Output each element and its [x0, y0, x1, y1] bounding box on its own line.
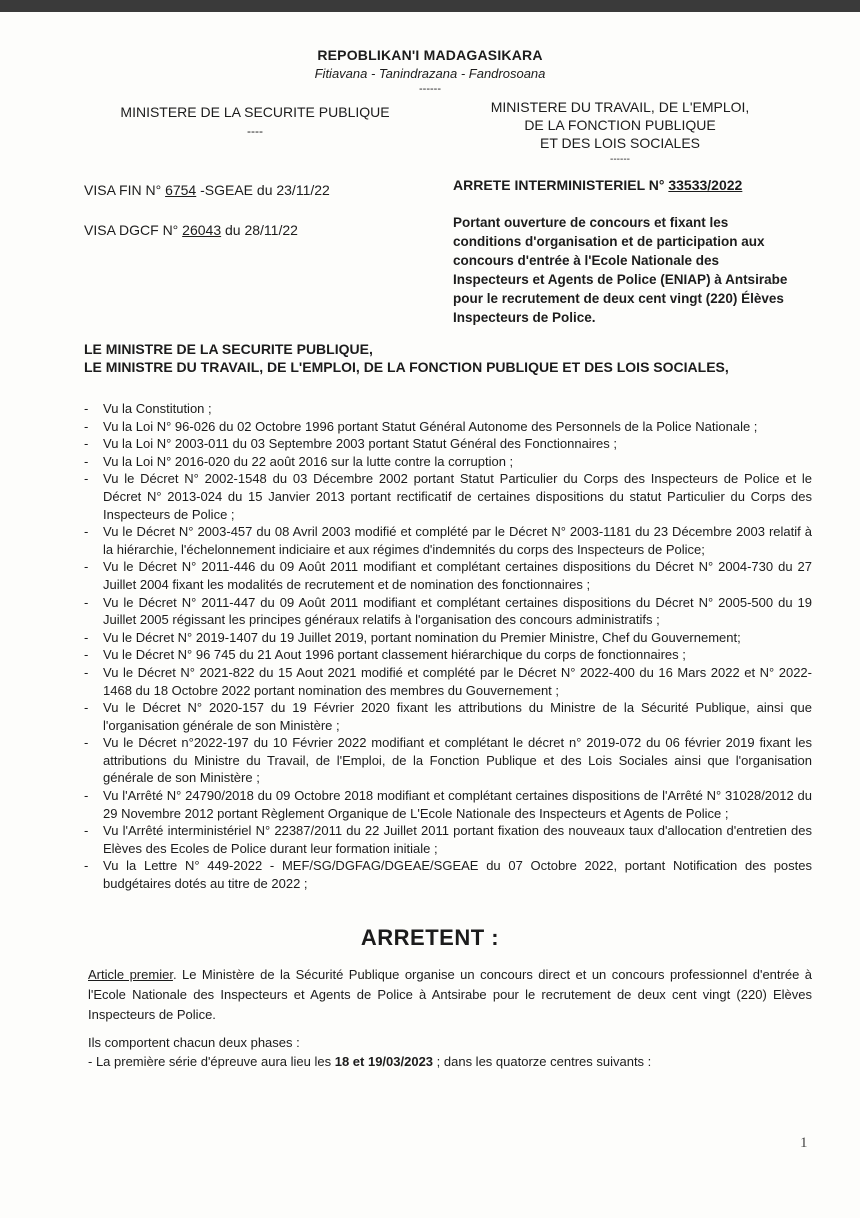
- ministry-right-line: DE LA FONCTION PUBLIQUE: [524, 117, 716, 133]
- ministers-heading: [84, 340, 804, 376]
- article-premier: [88, 965, 812, 1025]
- republic-title: REPOBLIKAN'I MADAGASIKARA: [317, 47, 543, 63]
- arrete-number: ARRETE INTERMINISTERIEL N° 33533/2022: [453, 177, 743, 193]
- first-serie: - La première série d'épreuve aura lieu les 18 et 19/03/2023 ; dans les quatorze centres suivants :: [88, 1054, 652, 1069]
- visa-fin-number: 6754: [165, 182, 197, 198]
- visa-dgcf-number: 26043: [182, 222, 222, 238]
- ministry-right-line: MINISTERE DU TRAVAIL, DE L'EMPLOI,: [490, 99, 750, 115]
- ministry-right-separator: ------: [610, 154, 630, 165]
- ministry-right-line: ET DES LOIS SOCIALES: [539, 135, 701, 151]
- vu-item: - Vu le Décret N° 2019-1407 du 19 Juillet 2019, portant nomination du Premier Ministre, Chef du Gouvernement;: [84, 629, 812, 647]
- ministry-right: [460, 98, 780, 152]
- vu-item: - Vu le Décret N° 2021-822 du 15 Aout 2021 modifié et complété par le Décret N° 2022-400 du 16 Mars 2022 et N° 2022-1468 du 18 Octobre 2022 portant nomination des membres du Gouvernement ;: [84, 664, 812, 699]
- separator-dash: ------: [419, 83, 441, 95]
- scan-top-border: [0, 0, 860, 12]
- minister-line: LE MINISTRE DE LA SECURITE PUBLIQUE,: [84, 341, 373, 357]
- article-text: . Le Ministère de la Sécurité Publique organise un concours direct et un concours professionnel d'entrée à l'Ecole Nationale des Inspecteurs et Agents de Police à Antsirabe pour le recrutement de deux cent vingt (220) Elèves Inspecteurs de Police.: [88, 967, 813, 1022]
- vu-item: - Vu la Loi N° 96-026 du 02 Octobre 1996 portant Statut Général Autonome des Personnels de la Police Nationale ;: [84, 418, 812, 436]
- vu-item: - Vu le Décret N° 2011-447 du 09 Août 2011 modifiant et complétant certaines dispositions du Décret N° 2005-500 du 19 Juillet 2005 régissant les principes généraux relatifs à l'organisation des concours administratifs ;: [84, 594, 812, 629]
- vu-item: - Vu la Loi N° 2016-020 du 22 août 2016 sur la lutte contre la corruption ;: [84, 453, 812, 471]
- vu-item: - Vu l'Arrêté N° 24790/2018 du 09 Octobre 2018 modifiant et complétant certaines dispositions de l'Arrêté N° 31028/2012 du 29 Novembre 2012 portant Règlement Organique de L'Ecole Nationale des Inspecteurs et Agents de Police ;: [84, 787, 812, 822]
- vu-list: [84, 400, 812, 893]
- page-number: 1: [800, 1135, 808, 1151]
- arretent-heading: ARRETENT :: [360, 925, 500, 950]
- visa-fin: VISA FIN N° 6754 -SGEAE du 23/11/22: [84, 182, 330, 198]
- vu-item: - Vu le Décret n°2022-197 du 10 Février 2022 modifiant et complétant le décret n° 2019-072 du 06 février 2019 fixant les attributions du Ministre du Travail, de l'Emploi, de la Fonction Publique et des Lois Sociales ainsi que l'organisation générale de son Ministère ;: [84, 734, 812, 787]
- vu-item: - Vu le Décret N° 96 745 du 21 Aout 1996 portant classement hiérarchique du corps de fonctionnaires ;: [84, 646, 812, 664]
- vu-item: - Vu le Décret N° 2002-1548 du 03 Décembre 2002 portant Statut Particulier du Corps des Inspecteurs de Police et le Décret N° 2013-024 du 15 Janvier 2013 portant rectificatif de certaines dispositions du statut Particulier du Corps des Inspecteurs de Police ;: [84, 470, 812, 523]
- arrete-object: Portant ouverture de concours et fixant les conditions d'organisation et de participation aux concours d'entrée à l'Ecole Nationale des Inspecteurs et Agents de Police (ENIAP) à Antsirabe pour le recrutement de deux cent vingt (220) Élèves Inspecteurs de Police.: [453, 215, 788, 325]
- article-label: Article premier: [88, 967, 173, 982]
- ministry-left-separator: ----: [247, 124, 263, 138]
- vu-item: - Vu la Loi N° 2003-011 du 03 Septembre 2003 portant Statut Général des Fonctionnaires ;: [84, 435, 812, 453]
- republic-motto: Fitiavana - Tanindrazana - Fandrosoana: [314, 66, 546, 81]
- ministry-left: MINISTERE DE LA SECURITE PUBLIQUE: [120, 104, 390, 120]
- arrete-number-value: 33533/2022: [668, 177, 743, 193]
- vu-item: - Vu la Lettre N° 449-2022 - MEF/SG/DGFAG/DGEAE/SGEAE du 07 Octobre 2022, portant Notification des postes budgétaires dotés au titre de 2022 ;: [84, 857, 812, 892]
- serie-dates: 18 et 19/03/2023: [334, 1054, 434, 1069]
- vu-item: - Vu le Décret N° 2003-457 du 08 Avril 2003 modifié et complété par le Décret N° 2003-1181 du 23 Décembre 2003 relatif à la hiérarchie, l'échelonnement indiciaire et aux régimes d'indemnités du corps des Inspecteurs de Police;: [84, 523, 812, 558]
- vu-item: - Vu la Constitution ;: [84, 400, 812, 418]
- vu-item: - Vu le Décret N° 2020-157 du 19 Février 2020 fixant les attributions du Ministre de la Sécurité Publique, ainsi que l'organisation générale de son Ministère ;: [84, 699, 812, 734]
- phases-intro: Ils comportent chacun deux phases :: [88, 1035, 300, 1050]
- minister-line: LE MINISTRE DU TRAVAIL, DE L'EMPLOI, DE LA FONCTION PUBLIQUE ET DES LOIS SOCIALES,: [84, 359, 729, 375]
- vu-item: - Vu l'Arrêté interministériel N° 22387/2011 du 22 Juillet 2011 portant fixation des nouveaux taux d'allocation d'entretien des Elèves des Ecoles de Police durant leur formation initiale ;: [84, 822, 812, 857]
- visa-dgcf: VISA DGCF N° 26043 du 28/11/22: [84, 222, 298, 238]
- vu-item: - Vu le Décret N° 2011-446 du 09 Août 2011 modifiant et complétant certaines dispositions du Décret N° 2004-730 du 27 Juillet 2004 fixant les modalités de recrutement et de nomination des fonctionnaires ;: [84, 558, 812, 593]
